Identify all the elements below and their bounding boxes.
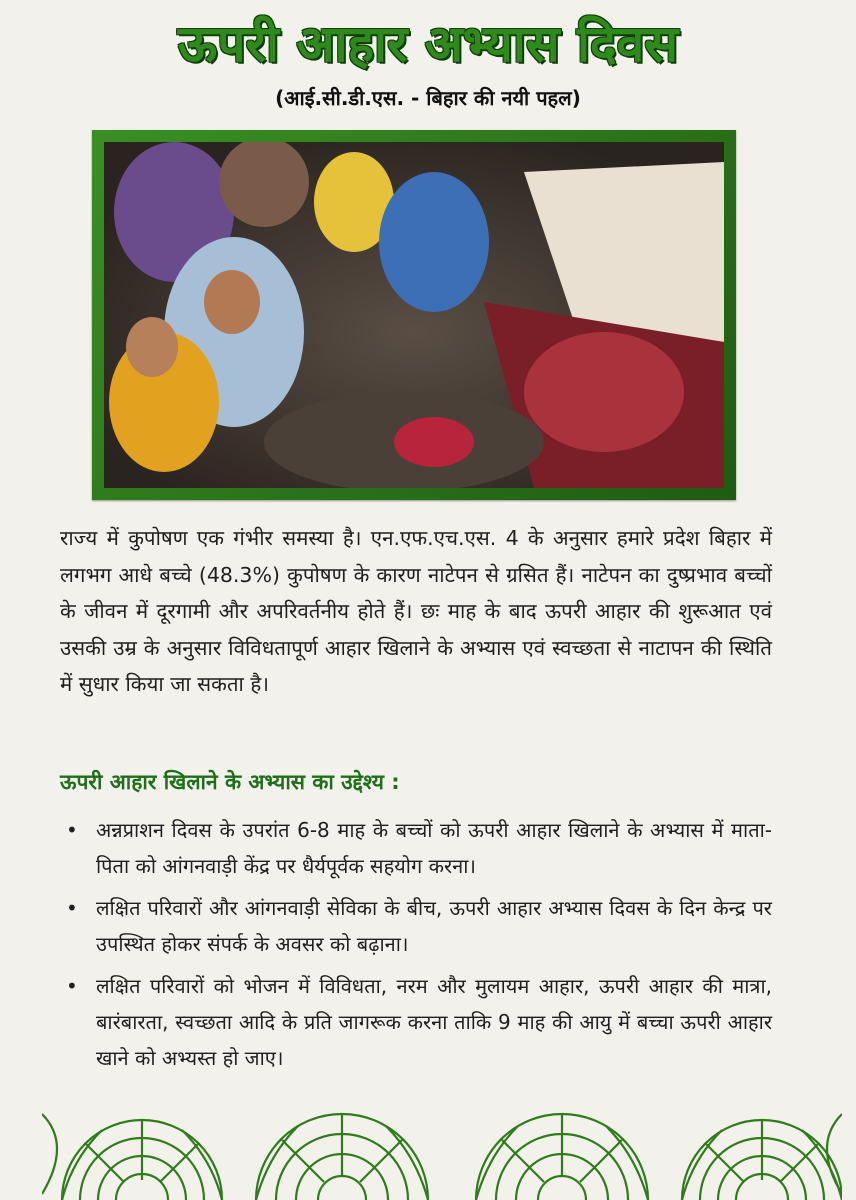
page-subtitle: (आई.सी.डी.एस. - बिहार की नयी पहल)	[275, 86, 581, 110]
photo-illustration	[104, 142, 724, 488]
photo-women-children-feeding	[104, 142, 724, 488]
decorative-mandala-border	[42, 1104, 842, 1200]
objectives-heading: ऊपरी आहार खिलाने के अभ्यास का उद्देश्य :	[60, 770, 400, 794]
photo-frame	[92, 130, 736, 500]
list-item-text: अन्नप्राशन दिवस के उपरांत 6-8 माह के बच्चों को ऊपरी आहार खिलाने के अभ्यास में माता-पिता को आंगनवाड़ी केंद्र पर धैर्यपूर्वक सहयोग करना।	[96, 818, 772, 878]
list-item	[60, 812, 772, 884]
bullet-point: •	[66, 974, 78, 998]
objectives-list	[60, 812, 772, 1082]
bullet-point: •	[66, 818, 78, 842]
page-title: ऊपरी आहार अभ्यास दिवस	[177, 15, 679, 73]
list-item-text: लक्षित परिवारों और आंगनवाड़ी सेविका के बीच, ऊपरी आहार अभ्यास दिवस के दिन केन्द्र पर उपस्थित होकर संपर्क के अवसर को बढ़ाना।	[96, 896, 772, 956]
list-item-text: लक्षित परिवारों को भोजन में विविधता, नरम और मुलायम आहार, ऊपरी आहार की मात्रा, बारंबारता, स्वच्छता आदि के प्रति जागरूक करना ताकि 9 माह की आयु में बच्चा ऊपरी आहार खाने को अभ्यस्त हो जाए।	[96, 974, 772, 1070]
list-item	[60, 968, 772, 1076]
intro-paragraph: राज्य में कुपोषण एक गंभीर समस्या है। एन.एफ.एच.एस. 4 के अनुसार हमारे प्रदेश बिहार में लगभग आधे बच्चे (48.3%) कुपोषण के कारण नाटेपन से ग्रसित हैं। नाटेपन का दुष्प्रभाव बच्चों के जीवन में दूरगामी और अपरिवर्तनीय होते हैं। छः माह के बाद ऊपरी आहार की शुरूआत एवं उसकी उम्र के अनुसार विविधतापूर्ण आहार खिलाने के अभ्यास एवं स्वच्छता से नाटापन की स्थिति में सुधार किया जा सकता है।	[60, 526, 772, 696]
bullet-point: •	[66, 896, 78, 920]
list-item	[60, 890, 772, 962]
